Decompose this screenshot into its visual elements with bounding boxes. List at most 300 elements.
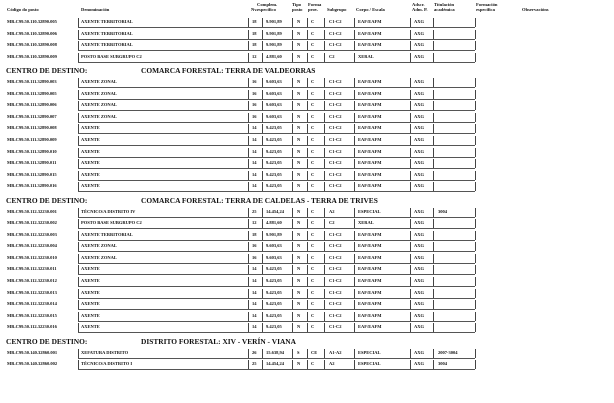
column-divider [248, 18, 249, 27]
column-divider [292, 265, 293, 274]
column-divider [324, 113, 325, 122]
cell-sub: C2 [329, 220, 335, 226]
cell-corpo: EAF/EAFM [358, 289, 382, 295]
cell-forma: C [311, 361, 315, 367]
column-divider [354, 53, 355, 62]
column-divider [307, 289, 308, 298]
column-divider [410, 300, 411, 309]
section-label: CENTRO DE DESTINO: [6, 195, 88, 205]
cell-adm: AXG [414, 171, 424, 177]
column-divider [78, 265, 79, 274]
cell-nv: 25 [252, 208, 257, 214]
column-divider [324, 101, 325, 110]
table-row [0, 218, 614, 228]
column-divider [475, 41, 476, 50]
column-divider [475, 113, 476, 122]
column-divider [433, 231, 434, 240]
column-divider [248, 242, 249, 251]
column-divider [78, 78, 79, 87]
cell-forma: C [311, 148, 315, 154]
column-divider [433, 159, 434, 168]
column-divider [262, 18, 263, 27]
cell-nv: 14 [252, 278, 257, 283]
column-divider [410, 113, 411, 122]
cell-corpo: EAF/EAFM [358, 254, 382, 260]
cell-code: MR.C99.50.111.32890.005 [7, 90, 57, 96]
column-divider [354, 219, 355, 228]
column-divider [292, 148, 293, 157]
column-divider [433, 219, 434, 228]
column-divider [354, 18, 355, 27]
cell-comp: 9.423,05 [266, 160, 282, 166]
column-divider [78, 113, 79, 122]
cell-sub: C1-C2 [329, 102, 342, 108]
column-divider [433, 277, 434, 286]
cell-tipo: N [297, 19, 301, 24]
column-divider [292, 182, 293, 191]
cell-forma: C [311, 278, 315, 283]
cell-code: MR.C99.50.111.32890.008 [7, 125, 57, 131]
table-row [0, 230, 614, 240]
column-divider [292, 101, 293, 110]
column-divider [354, 90, 355, 99]
column-divider [307, 300, 308, 309]
cell-sub: C1-C2 [329, 171, 342, 177]
cell-name: AXENTE [81, 301, 100, 307]
cell-tipo: N [297, 266, 301, 272]
header-corpo: Corpo / Escala [356, 7, 385, 12]
cell-comp: 9.901,89 [266, 231, 282, 237]
cell-comp: 9.603,63 [266, 79, 282, 85]
cell-forma: C [311, 289, 315, 295]
column-divider [307, 101, 308, 110]
column-divider [433, 18, 434, 27]
column-divider [354, 277, 355, 286]
column-divider [78, 18, 79, 27]
column-divider [292, 349, 293, 358]
cell-adm: AXG [414, 266, 424, 272]
cell-comp: 9.603,63 [266, 113, 282, 119]
cell-forma: C [311, 208, 315, 214]
section-name: COMARCA FORESTAL: TERRA DE VALDEORRAS [141, 66, 316, 76]
column-divider [248, 289, 249, 298]
cell-adm: AXG [414, 136, 424, 142]
cell-adm: AXG [414, 42, 424, 48]
cell-code: MR.C99.50.111.32890.003 [7, 79, 57, 85]
cell-corpo: EAF/EAFM [358, 324, 382, 330]
column-divider [433, 90, 434, 99]
column-divider [324, 265, 325, 274]
column-divider [78, 182, 79, 191]
column-divider [248, 312, 249, 321]
column-divider [78, 90, 79, 99]
cell-nv: 12 [252, 53, 257, 59]
column-divider [292, 360, 293, 369]
cell-tipo: N [297, 79, 301, 85]
column-divider [410, 18, 411, 27]
column-divider [307, 90, 308, 99]
column-divider [354, 182, 355, 191]
column-divider [307, 78, 308, 87]
column-divider [307, 349, 308, 358]
cell-adm: AXG [414, 243, 424, 249]
column-divider [410, 182, 411, 191]
cell-tipo: N [297, 220, 301, 226]
section-label: CENTRO DE DESTINO: [6, 66, 88, 76]
column-divider [248, 277, 249, 286]
cell-comp: 9.901,89 [266, 42, 282, 48]
cell-sub: C1-C2 [329, 19, 342, 24]
cell-tit: 3004 [438, 361, 447, 367]
cell-nv: 16 [252, 79, 257, 85]
column-divider [324, 159, 325, 168]
header-nivel: Nv. [251, 7, 258, 12]
cell-tipo: N [297, 171, 301, 177]
column-divider [410, 208, 411, 217]
column-divider [410, 159, 411, 168]
cell-nv: 14 [252, 289, 257, 295]
column-divider [475, 101, 476, 110]
column-divider [262, 208, 263, 217]
cell-tipo: N [297, 312, 301, 318]
cell-nv: 14 [252, 312, 257, 318]
column-divider [248, 159, 249, 168]
row-divider [78, 369, 475, 370]
cell-comp: 9.423,05 [266, 324, 282, 330]
column-divider [410, 148, 411, 157]
cell-comp: 9.603,63 [266, 102, 282, 108]
cell-sub: C1-C2 [329, 289, 342, 295]
cell-forma: C [311, 125, 315, 131]
column-divider [354, 136, 355, 145]
column-divider [78, 124, 79, 133]
cell-adm: AXG [414, 254, 424, 260]
column-divider [248, 231, 249, 240]
header-complemento: Complem. específico [257, 2, 278, 13]
cell-adm: AXG [414, 349, 424, 355]
cell-forma: CE [311, 349, 318, 355]
cell-code: MR.C99.50.110.32890.008 [7, 42, 57, 48]
column-divider [248, 360, 249, 369]
cell-sub: C1-C2 [329, 312, 342, 318]
column-divider [78, 159, 79, 168]
column-divider [410, 265, 411, 274]
column-divider [354, 30, 355, 39]
column-divider [354, 208, 355, 217]
header-tipo: Tipo posto [292, 2, 303, 13]
column-divider [307, 124, 308, 133]
cell-nv: 16 [252, 102, 257, 108]
column-divider [475, 148, 476, 157]
column-divider [433, 300, 434, 309]
section-name: COMARCA FORESTAL: TERRA DE CALDELAS - TERRA DE TRIVES [141, 195, 378, 205]
column-divider [324, 78, 325, 87]
column-divider [433, 265, 434, 274]
column-divider [433, 323, 434, 332]
table-row [0, 147, 614, 157]
cell-code: MR.C99.50.112.32230.011 [7, 266, 57, 272]
column-divider [78, 30, 79, 39]
cell-forma: C [311, 79, 315, 85]
cell-sub: C1-C2 [329, 136, 342, 142]
column-divider [292, 254, 293, 263]
cell-adm: AXG [414, 160, 424, 166]
column-divider [475, 171, 476, 180]
cell-name: AXENTE TERRITORIAL [81, 30, 133, 36]
column-divider [324, 231, 325, 240]
column-divider [433, 30, 434, 39]
cell-nv: 16 [252, 113, 257, 119]
table-row [0, 253, 614, 263]
column-divider [292, 53, 293, 62]
column-divider [262, 360, 263, 369]
column-divider [410, 323, 411, 332]
cell-corpo: ESPECIAL [358, 349, 381, 355]
column-divider [324, 208, 325, 217]
column-divider [248, 323, 249, 332]
cell-comp: 15.638,94 [266, 349, 284, 355]
column-divider [354, 349, 355, 358]
cell-comp: 9.423,05 [266, 171, 282, 177]
column-divider [433, 124, 434, 133]
cell-sub: C2 [329, 53, 335, 59]
cell-tipo: N [297, 90, 301, 96]
cell-sub: A2 [329, 208, 335, 214]
cell-comp: 4.881,60 [266, 220, 282, 226]
header-observacions: Observacións [522, 7, 549, 12]
cell-code: MR.C99.50.112.32230.014 [7, 301, 57, 307]
column-divider [354, 41, 355, 50]
column-divider [410, 41, 411, 50]
cell-corpo: ESPECIAL [358, 361, 381, 367]
column-divider [410, 312, 411, 321]
table-row [0, 348, 614, 358]
column-divider [410, 349, 411, 358]
cell-adm: AXG [414, 79, 424, 85]
column-divider [433, 78, 434, 87]
column-divider [433, 349, 434, 358]
column-divider [262, 101, 263, 110]
column-divider [410, 231, 411, 240]
cell-sub: C1-C2 [329, 79, 342, 85]
row-divider [78, 332, 475, 333]
cell-tipo: S [297, 349, 300, 355]
table-row [0, 158, 614, 168]
column-divider [248, 53, 249, 62]
table-row [0, 276, 614, 286]
cell-adm: AXG [414, 19, 424, 24]
column-divider [354, 300, 355, 309]
column-divider [262, 159, 263, 168]
column-divider [433, 208, 434, 217]
cell-corpo: XERAL [358, 53, 374, 59]
cell-tipo: N [297, 254, 301, 260]
column-divider [475, 277, 476, 286]
cell-code: MR.C99.50.140.32860.001 [7, 349, 58, 355]
column-divider [262, 254, 263, 263]
column-divider [307, 53, 308, 62]
cell-sub: C1-C2 [329, 148, 342, 154]
column-divider [262, 323, 263, 332]
cell-nv: 16 [252, 90, 257, 96]
cell-name: AXENTE [81, 183, 100, 189]
column-divider [475, 312, 476, 321]
column-divider [475, 360, 476, 369]
column-divider [354, 113, 355, 122]
cell-comp: 9.423,05 [266, 136, 282, 142]
cell-adm: AXG [414, 361, 424, 367]
cell-adm: AXG [414, 30, 424, 36]
column-divider [475, 254, 476, 263]
column-divider [475, 18, 476, 27]
cell-sub: C1-C2 [329, 160, 342, 166]
cell-nv: 14 [252, 301, 257, 307]
cell-name: AXENTE [81, 171, 100, 177]
cell-comp: 9.423,05 [266, 289, 282, 295]
column-divider [307, 219, 308, 228]
cell-name: AXENTE ZONAL [81, 102, 117, 108]
column-divider [248, 300, 249, 309]
column-divider [78, 101, 79, 110]
cell-comp: 14.454,24 [266, 361, 284, 367]
column-divider [307, 312, 308, 321]
header-titulacion: Titulación académica [434, 2, 455, 13]
cell-sub: C1-C2 [329, 113, 342, 119]
column-divider [78, 360, 79, 369]
column-divider [248, 182, 249, 191]
column-divider [248, 148, 249, 157]
column-divider [324, 300, 325, 309]
column-divider [324, 289, 325, 298]
column-divider [354, 323, 355, 332]
cell-sub: C1-C2 [329, 231, 342, 237]
cell-comp: 9.901,89 [266, 19, 282, 24]
column-divider [410, 124, 411, 133]
column-divider [262, 113, 263, 122]
cell-name: TÉCNICO/A DISTRITO IV [81, 208, 136, 214]
column-divider [475, 242, 476, 251]
cell-forma: C [311, 243, 315, 249]
cell-code: MR.C99.50.112.32230.001 [7, 208, 57, 214]
cell-code: MR.C99.50.111.32890.007 [7, 113, 57, 119]
column-divider [292, 312, 293, 321]
cell-adm: AXG [414, 220, 424, 226]
cell-sub: C1-C2 [329, 278, 342, 283]
cell-corpo: EAF/EAFM [358, 42, 382, 48]
column-divider [410, 78, 411, 87]
column-divider [324, 148, 325, 157]
column-divider [410, 360, 411, 369]
cell-adm: AXG [414, 125, 424, 131]
section-label: CENTRO DE DESTINO: [6, 336, 88, 346]
cell-nv: 12 [252, 220, 257, 226]
cell-code: MR.C99.50.110.32890.006 [7, 30, 57, 36]
column-divider [475, 208, 476, 217]
column-divider [324, 41, 325, 50]
column-divider [433, 360, 434, 369]
cell-name: AXENTE [81, 278, 100, 283]
column-divider [354, 254, 355, 263]
column-divider [433, 171, 434, 180]
column-divider [292, 30, 293, 39]
cell-comp: 9.423,05 [266, 266, 282, 272]
table-row [0, 288, 614, 298]
cell-name: AXENTE [81, 125, 100, 131]
column-divider [307, 113, 308, 122]
column-divider [262, 349, 263, 358]
cell-adm: AXG [414, 53, 424, 59]
cell-name: POSTO BASE SUBGRUPO C2 [81, 53, 142, 59]
cell-adm: AXG [414, 148, 424, 154]
column-divider [262, 148, 263, 157]
cell-adm: AXG [414, 113, 424, 119]
cell-adm: AXG [414, 231, 424, 237]
column-divider [307, 171, 308, 180]
column-divider [292, 18, 293, 27]
cell-forma: C [311, 220, 315, 226]
cell-nv: 14 [252, 183, 257, 189]
cell-forma: C [311, 312, 315, 318]
column-divider [78, 349, 79, 358]
cell-corpo: ESPECIAL [358, 208, 381, 214]
column-divider [433, 182, 434, 191]
column-divider [324, 182, 325, 191]
table-row [0, 17, 614, 27]
column-divider [262, 171, 263, 180]
cell-name: AXENTE [81, 289, 100, 295]
cell-nv: 14 [252, 171, 257, 177]
cell-name: AXENTE ZONAL [81, 79, 117, 85]
cell-sub: C1-C2 [329, 183, 342, 189]
cell-forma: C [311, 113, 315, 119]
column-divider [410, 101, 411, 110]
column-divider [307, 277, 308, 286]
column-divider [433, 254, 434, 263]
cell-code: MR.C99.50.140.32860.002 [7, 361, 58, 367]
cell-tipo: N [297, 301, 301, 307]
cell-adm: AXG [414, 289, 424, 295]
cell-nv: 14 [252, 136, 257, 142]
column-divider [410, 171, 411, 180]
cell-comp: 9.423,05 [266, 148, 282, 154]
cell-code: MR.C99.50.112.32230.012 [7, 278, 57, 283]
column-divider [307, 208, 308, 217]
column-divider [292, 41, 293, 50]
cell-name: AXENTE ZONAL [81, 254, 117, 260]
cell-forma: C [311, 254, 315, 260]
header-adscricion: Adscr. Adm. P. [412, 2, 428, 13]
column-divider [307, 323, 308, 332]
cell-name: AXENTE TERRITORIAL [81, 19, 133, 24]
column-divider [292, 90, 293, 99]
cell-corpo: EAF/EAFM [358, 90, 382, 96]
column-divider [307, 148, 308, 157]
column-divider [433, 136, 434, 145]
cell-tipo: N [297, 208, 301, 214]
cell-tit: 3004 [438, 208, 447, 214]
column-divider [354, 231, 355, 240]
cell-forma: C [311, 90, 315, 96]
column-divider [292, 208, 293, 217]
column-divider [262, 30, 263, 39]
cell-corpo: EAF/EAFM [358, 102, 382, 108]
column-divider [248, 113, 249, 122]
cell-sub: C1-C2 [329, 243, 342, 249]
column-divider [248, 349, 249, 358]
cell-comp: 9.603,63 [266, 254, 282, 260]
cell-code: MR.C99.50.112.32230.010 [7, 254, 57, 260]
cell-comp: 9.423,05 [266, 183, 282, 189]
